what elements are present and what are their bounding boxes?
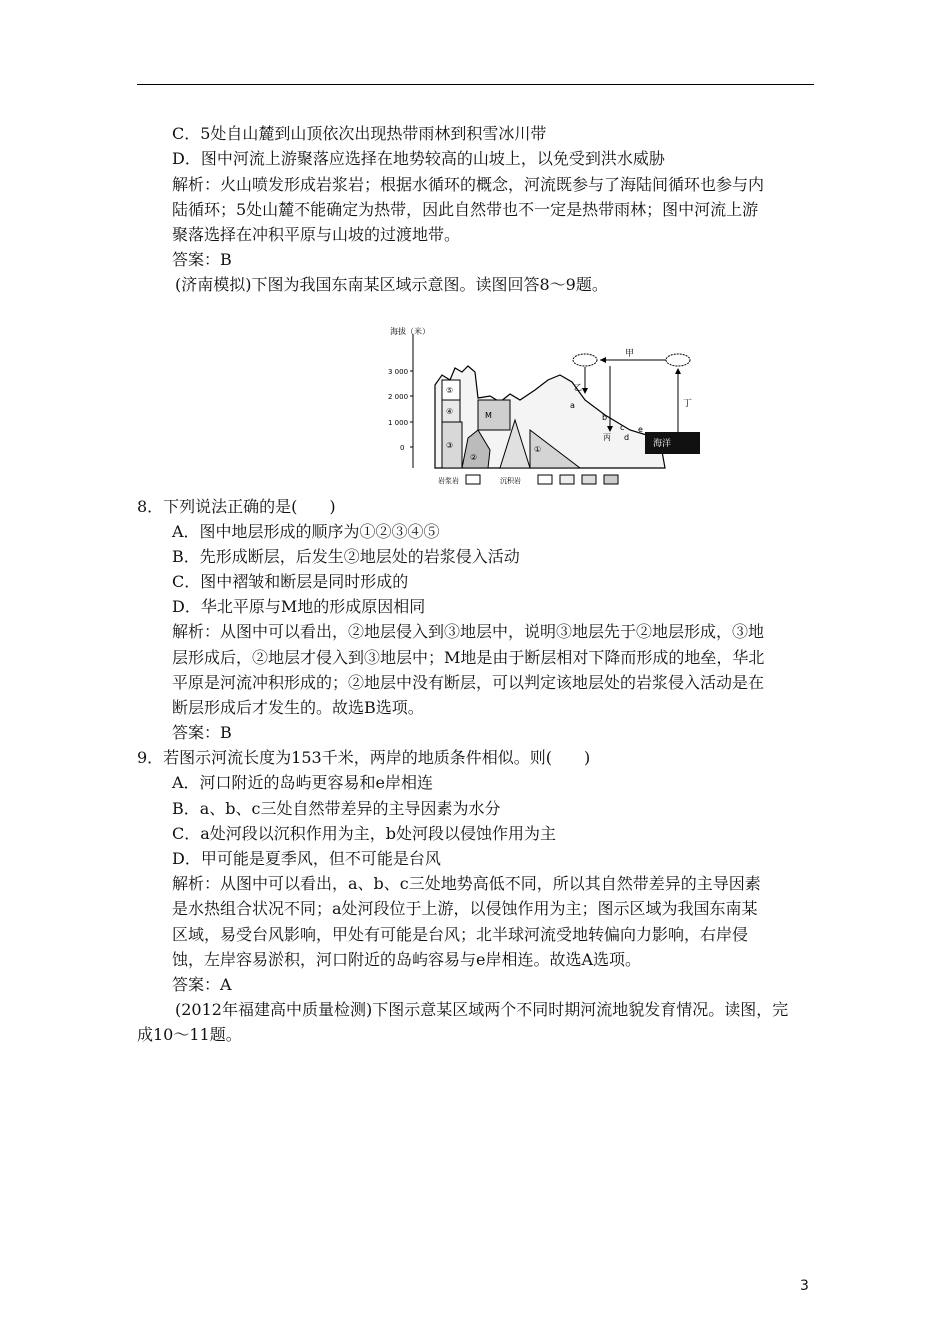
q9-analysis: 解析：从图中可以看出，a、b、c三处地势高低不同，所以其自然带差异的主导因素 (172, 874, 761, 893)
q8-analysis: 平原是河流冲积形成的；②地层中没有断层，可以判定该地层处的岩浆侵入活动是在 (172, 673, 765, 692)
q8-option-c: C．图中褶皱和断层是同时形成的 (172, 572, 409, 591)
cross-section-diagram (380, 320, 710, 490)
q8-option-b: B．先形成断层，后发生②地层处的岩浆侵入活动 (172, 547, 520, 566)
header-rule (137, 84, 814, 85)
q9-option-d: D．甲可能是夏季风，但不可能是台风 (172, 849, 441, 868)
ocean-label: 海洋 (653, 439, 672, 449)
q9-option-a: A．河口附近的岛屿更容易和e岸相连 (172, 773, 434, 792)
option-d: D．图中河流上游聚落应选择在地势较高的山坡上，以免受到洪水威胁 (172, 149, 665, 168)
legend-swatch (582, 475, 596, 484)
q9-option-b: B．a、b、c三处自然带差异的主导因素为水分 (172, 799, 501, 818)
section-intro: (2012年福建高中质量检测)下图示意某区域两个不同时期河流地貌发育情况。读图，完 (175, 1000, 789, 1019)
section-intro: (济南模拟)下图为我国东南某区域示意图。读图回答8～9题。 (175, 275, 608, 294)
legend-swatch (466, 475, 480, 484)
cloud-icon (666, 354, 690, 366)
y-tick: 3 000 (388, 368, 409, 376)
cloud-icon (573, 354, 597, 366)
label-a: a (570, 401, 575, 410)
analysis-line: 陆循环；5处山麓不能确定为热带，因此自然带也不一定是热带雨林；图中河流上游 (172, 200, 759, 219)
y-tick: 0 (400, 444, 405, 452)
label-2: ② (470, 453, 478, 462)
label-jia: 甲 (625, 349, 635, 359)
y-tick: 1 000 (388, 419, 409, 427)
question-9-stem: 9．若图示河流长度为153千米，两岸的地质条件相似。则( ) (137, 748, 591, 767)
label-c: c (620, 423, 625, 432)
label-d: d (624, 433, 630, 442)
q9-analysis: 蚀，左岸容易淤积，河口附近的岛屿容易与e岸相连。故选A选项。 (172, 950, 642, 969)
question-8-stem: 8．下列说法正确的是( ) (137, 497, 336, 516)
legend-swatch (604, 475, 618, 484)
section-intro-cont: 成10～11题。 (137, 1025, 242, 1044)
q8-analysis: 解析：从图中可以看出，②地层侵入到③地层中，说明③地层先于②地层形成，③地 (172, 622, 765, 641)
label-3: ③ (446, 441, 454, 450)
q9-analysis: 是水热组合状况不同；a处河段位于上游，以侵蚀作用为主；图示区域为我国东南某 (172, 899, 758, 918)
label-4: ④ (446, 407, 454, 416)
q9-option-c: C．a处河段以沉积作用为主，b处河段以侵蚀作用为主 (172, 824, 557, 843)
y-tick: 2 000 (388, 393, 409, 401)
q8-answer: 答案：B (172, 723, 232, 742)
q8-analysis: 断层形成后才发生的。故选B选项。 (172, 698, 424, 717)
option-c: C．5处自山麓到山顶依次出现热带雨林到积雪冰川带 (172, 124, 547, 143)
answer: 答案：B (172, 250, 232, 269)
q9-answer: 答案：A (172, 975, 232, 994)
m-block (478, 400, 510, 430)
legend-swatch (560, 475, 574, 484)
geology-cross-section-figure (380, 320, 710, 490)
q9-analysis: 区域，易受台风影响，甲处有可能是台风；北半球河流受地转偏向力影响，右岸侵 (172, 925, 749, 944)
label-m: M (485, 411, 492, 420)
page-number: 3 (800, 1278, 809, 1294)
legend-sedimentary: 沉积岩 (500, 477, 521, 485)
label-yi: 乙 (574, 383, 582, 392)
label-5: ⑤ (446, 386, 454, 395)
q8-option-d: D．华北平原与M地的形成原因相同 (172, 597, 426, 616)
legend-swatch (538, 475, 552, 484)
label-b: b (602, 413, 608, 422)
label-e: e (638, 425, 643, 434)
analysis-line: 聚落选择在冲积平原与山坡的过渡地带。 (172, 225, 461, 244)
analysis-line: 解析：火山喷发形成岩浆岩；根据水循环的概念，河流既参与了海陆间循环也参与内 (172, 175, 765, 194)
q8-analysis: 层形成后，②地层才侵入到③地层中；M地是由于断层相对下降而形成的地垒，华北 (172, 648, 765, 667)
label-bing: 丙 (603, 433, 611, 442)
y-axis-label: 海拔（米） (390, 327, 430, 336)
q8-option-a: A．图中地层形成的顺序为①②③④⑤ (172, 522, 440, 541)
label-1: ① (534, 445, 542, 454)
legend-magma: 岩浆岩 (438, 477, 459, 485)
label-ding: 丁 (683, 399, 693, 409)
